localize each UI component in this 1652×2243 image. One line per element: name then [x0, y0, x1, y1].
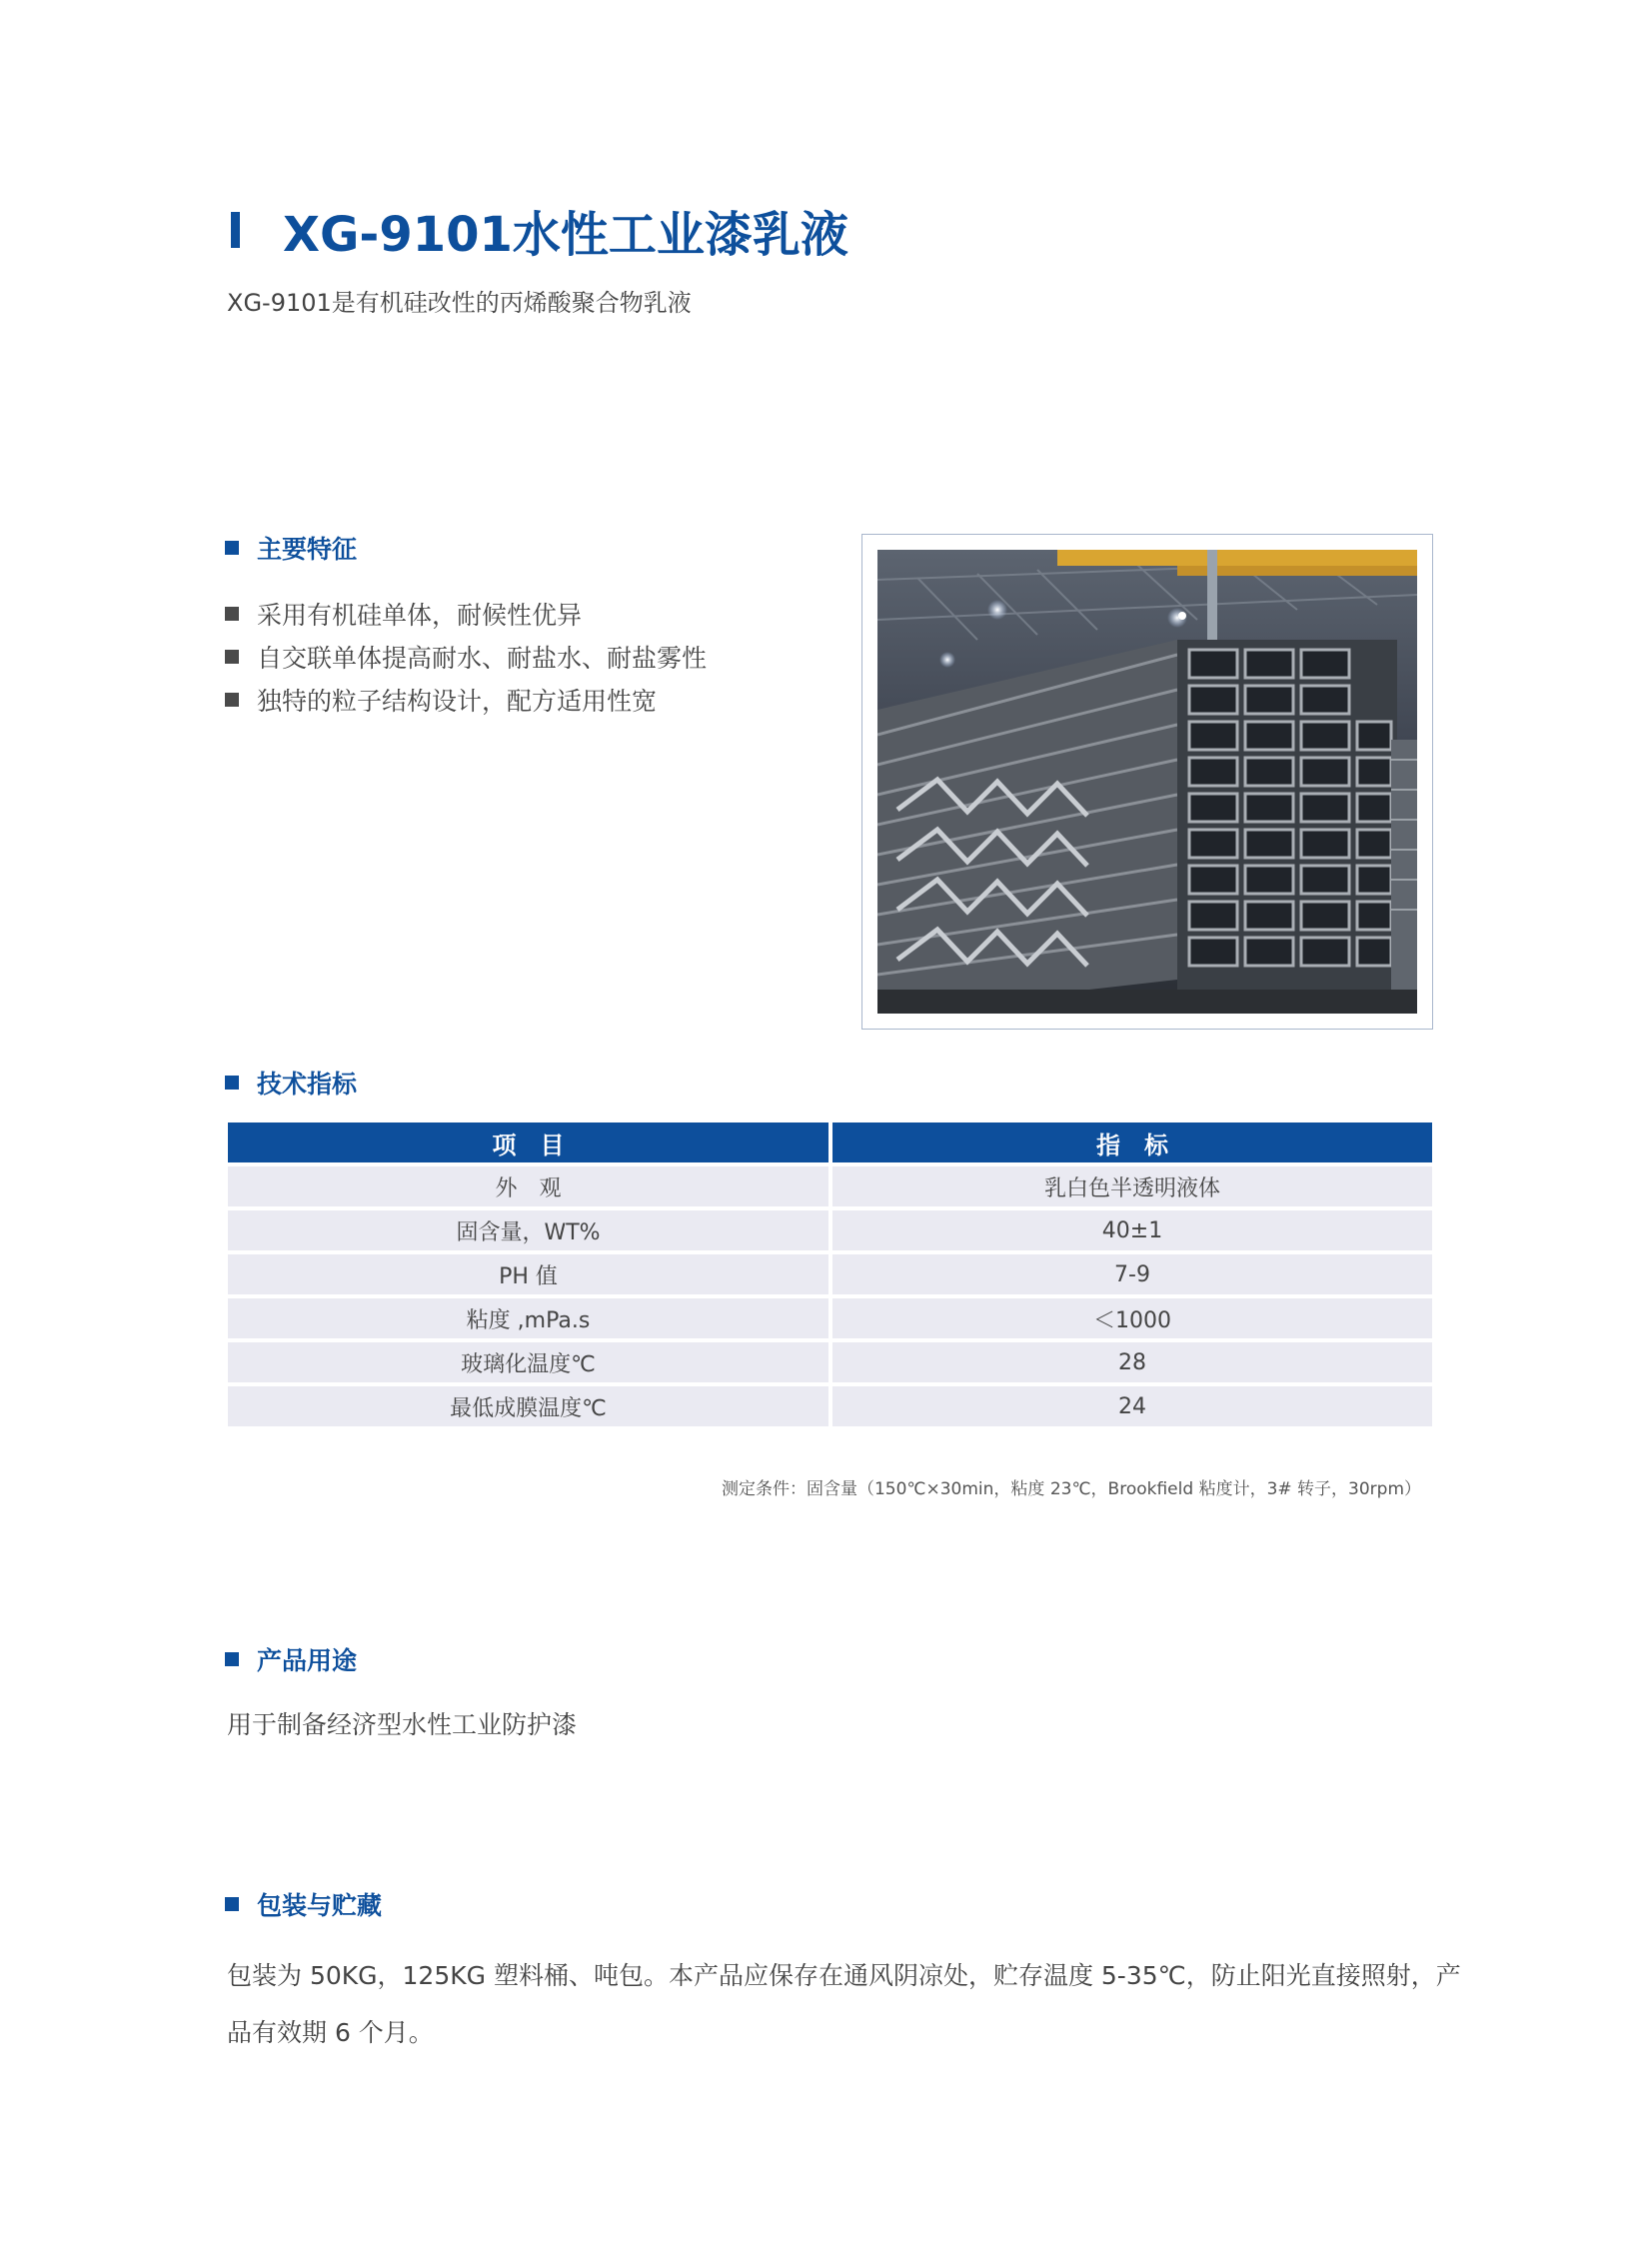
square-bullet-icon: [225, 607, 239, 621]
feature-item: 独特的粒子结构设计，配方适用性宽: [225, 683, 657, 717]
storage-text-line-2: 品有效期 6 个月。: [227, 2018, 434, 2047]
table-cell-value: 28: [832, 1342, 1432, 1382]
section-features-heading: 主要特征: [225, 531, 357, 565]
section-storage-heading: 包装与贮藏: [225, 1887, 382, 1921]
table-cell-item: 固含量，WT%: [228, 1210, 828, 1250]
table-row: [228, 1298, 1432, 1338]
table-row: [228, 1254, 1432, 1294]
table-cell-value: 乳白色半透明液体: [832, 1166, 1432, 1206]
table-row: [228, 1210, 1432, 1250]
table-cell-item: 最低成膜温度℃: [228, 1386, 828, 1426]
title-accent-bar: [231, 212, 240, 248]
table-cell-item: 粘度 ,mPa.s: [228, 1298, 828, 1338]
test-conditions-note: 测定条件：固含量（150℃×30min，粘度 23℃，Brookfield 粘度计，3# 转子，30rpm）: [721, 1479, 1421, 1499]
column-header-item: 项 目: [228, 1122, 828, 1162]
page-subtitle: XG-9101是有机硅改性的丙烯酸聚合物乳液: [227, 289, 692, 317]
feature-item: 自交联单体提高耐水、耐盐水、耐盐雾性: [225, 640, 707, 674]
usage-text: 用于制备经济型水性工业防护漆: [227, 1710, 578, 1739]
square-bullet-icon: [225, 541, 239, 555]
page-title: XG-9101水性工业漆乳液: [283, 207, 848, 263]
table-cell-value: 24: [832, 1386, 1432, 1426]
table-row: [228, 1166, 1432, 1206]
square-bullet-icon: [225, 1076, 239, 1090]
feature-item: 采用有机硅单体，耐候性优异: [225, 597, 582, 631]
section-specs-heading: 技术指标: [225, 1066, 357, 1100]
square-bullet-icon: [225, 650, 239, 664]
specs-table: [228, 1122, 1432, 1430]
steel-profiles-photo: [877, 550, 1417, 1014]
table-cell-value: 7-9: [832, 1254, 1432, 1294]
table-cell-item: 玻璃化温度℃: [228, 1342, 828, 1382]
table-header-row: [228, 1122, 1432, 1162]
square-bullet-icon: [225, 1652, 239, 1666]
table-cell-value: ＜1000: [832, 1298, 1432, 1338]
table-row: [228, 1386, 1432, 1426]
table-cell-value: 40±1: [832, 1210, 1432, 1250]
column-header-value: 指 标: [832, 1122, 1432, 1162]
square-bullet-icon: [225, 693, 239, 707]
section-usage-heading: 产品用途: [225, 1642, 357, 1676]
square-bullet-icon: [225, 1897, 239, 1911]
table-cell-item: 外 观: [228, 1166, 828, 1206]
table-row: [228, 1342, 1432, 1382]
storage-text-line-1: 包装为 50KG，125KG 塑料桶、吨包。本产品应保存在通风阴凉处，贮存温度 5-35℃，防止阳光直接照射，产: [227, 1961, 1461, 1990]
table-cell-item: PH 值: [228, 1254, 828, 1294]
product-photo-frame: [861, 534, 1433, 1030]
